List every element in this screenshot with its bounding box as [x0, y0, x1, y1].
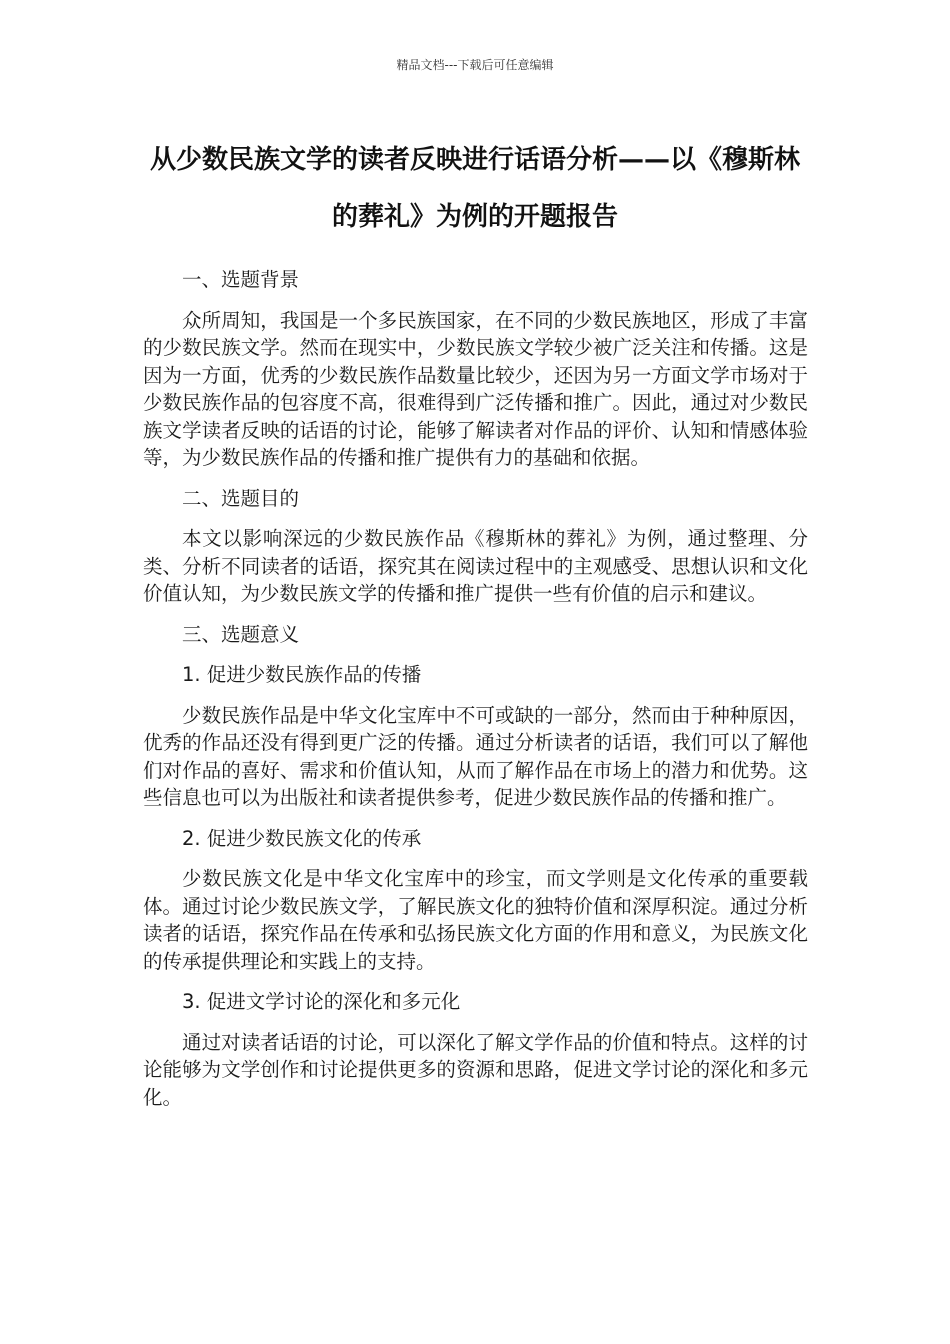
page-header-note: 精品文档---下载后可任意编辑	[396, 58, 554, 72]
section-paragraph-background: 众所周知，我国是一个多民族国家，在不同的少数民族地区，形成了丰富的少数民族文学。然而在现实中，少数民族文学较少被广泛关注和传播。这是因为一方面，优秀的少数民族作品数量比较少，还因为另一方面文学市场对于少数民族作品的包容度不高，很难得到广泛传播和推广。因此，通过对少数民族文学读者反映的话语的讨论，能够了解读者对作品的评价、认知和情感体验等，为少数民族作品的传播和推广提供有力的基础和依据。	[143, 308, 808, 469]
subsection-heading-1: 1. 促进少数民族作品的传播	[182, 663, 422, 686]
section-heading-background: 一、选题背景	[182, 268, 300, 291]
document-body	[143, 266, 808, 1124]
subsection-paragraph-2: 少数民族文化是中华文化宝库中的珍宝，而文学则是文化传承的重要载体。通过讨论少数民族文学，了解民族文化的独特价值和深厚积淀。通过分析读者的话语，探究作品在传承和弘扬民族文化方面的作用和意义，为民族文化的传承提供理论和实践上的支持。	[143, 867, 808, 973]
section-paragraph-purpose: 本文以影响深远的少数民族作品《穆斯林的葬礼》为例，通过整理、分类、分析不同读者的话语，探究其在阅读过程中的主观感受、思想认识和文化价值认知，为少数民族文学的传播和推广提供一些有价值的启示和建议。	[143, 527, 808, 605]
subsection-heading-2: 2. 促进少数民族文化的传承	[182, 826, 422, 850]
subsection-paragraph-3: 通过对读者话语的讨论，可以深化了解文学作品的价值和特点。这样的讨论能够为文学创作和讨论提供更多的资源和思路，促进文学讨论的深化和多元化。	[143, 1030, 808, 1109]
subsection-heading-3: 3. 促进文学讨论的深化和多元化	[182, 990, 461, 1013]
document-title: 从少数民族文学的读者反映进行话语分析——以《穆斯林的葬礼》为例的开题报告	[149, 145, 800, 232]
section-heading-purpose: 二、选题目的	[182, 486, 300, 510]
section-heading-significance: 三、选题意义	[182, 622, 300, 646]
subsection-paragraph-1: 少数民族作品是中华文化宝库中不可或缺的一部分，然而由于种种原因，优秀的作品还没有得到更广泛的传播。通过分析读者的话语，我们可以了解他们对作品的喜好、需求和价值认知，从而了解作品在市场上的潜力和优势。这些信息也可以为出版社和读者提供参考，促进少数民族作品的传播和推广。	[143, 703, 808, 809]
